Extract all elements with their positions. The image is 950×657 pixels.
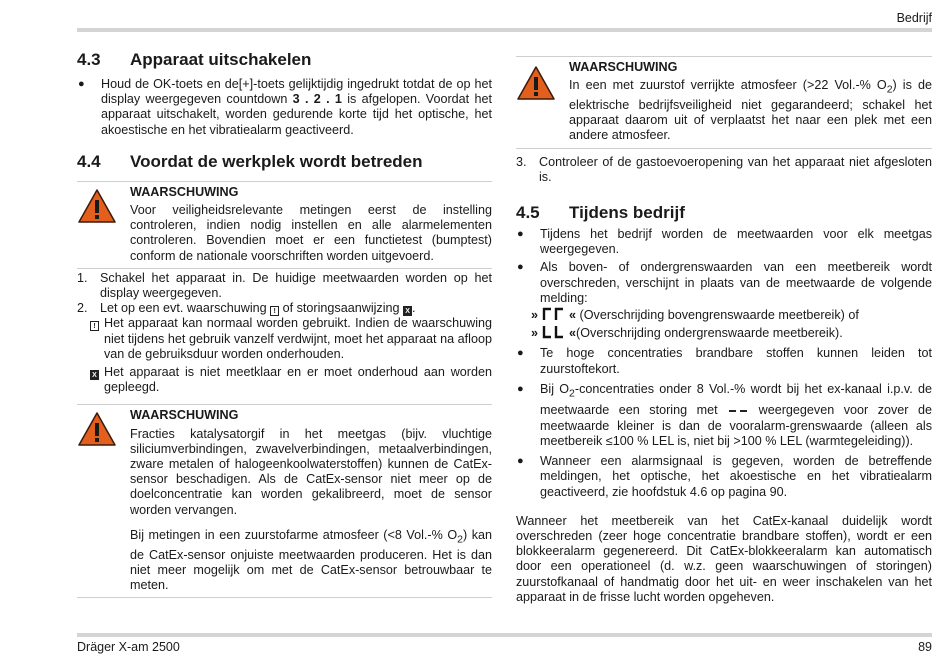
bullet-icon: ● [517, 382, 524, 395]
over-range-item: » « (Overschrijding bovengrenswaarde meetbereik) of [531, 307, 859, 322]
list-item: ● Houd de OK-toets en de[+]-toets gelijktijdig ingedrukt totdat de op het display weergegeven countdown 3 . 2 . 1 is afgelopen. Voordat het apparaat uitschakelt, worden gedurende korte tijd het optische, het akoestische en het vibratiealarm geactiveerd. [78, 77, 492, 137]
warning-indicator-icon: ! [90, 321, 99, 331]
step-3: 3. Controleer of de gastoevoeropening van het apparaat niet afgesloten is. [516, 154, 932, 184]
right-column [516, 50, 932, 605]
bullet-icon: ● [517, 347, 524, 360]
under-range-display-icon [542, 325, 566, 339]
warning-box: WAARSCHUWING In een met zuurstof verrijkte atmosfeer (>22 Vol.-% $O_2$) is de elektrische bedrijfsveiligheid niet gegarandeerd; schakel het apparaat daarom uit of verplaatst het naar een plek met een andere atmosfeer. [516, 56, 932, 149]
paragraph: Wanneer het meetbereik van het CatEx-kanaal duidelijk wordt overschreden (zeer hoge concentratie brandbare stoffen), wordt er een blokkeeralarm gegenereerd. Dit CatEx-blokkeeralarm kan automatisch door een operationeel (d. w.z. geen waarschuwingen of storingen) zuurstofkanaal of handmatig door het uit- en weer inschakelen van het apparaat in de frisse lucht worden opgeheven. [516, 513, 932, 604]
fault-indicator-icon: X [90, 370, 99, 380]
list-item: ● Bij $O_2$-concentraties onder 8 Vol.-% wordt bij het ex-kanaal i.p.v. de meetwaarde een storing met weergegeven voor zover de meetwaarde kleiner is dan de vooralarm-grenswaarde (alleen als meetbereik ≤100 % LEL is, niet bij >100 % LEL (warmtegeleiding)). [517, 381, 932, 448]
list-item: ● Als boven- of ondergrenswaarden van een meetbereik wordt overschreden, verschijnt in plaats van de meetwaarde de volgende melding: [517, 260, 932, 305]
header-rule [77, 28, 932, 32]
left-column [77, 50, 492, 598]
sub-item-fault: X Het apparaat is niet meetklaar en er moet onderhoud aan worden gepleegd. [90, 365, 492, 395]
step-2: 2. Let op een evt. waarschuwing ! of storingsaanwijzing X . [77, 301, 416, 316]
section-4-3-heading: 4.3 Apparaat uitschakelen [77, 50, 312, 69]
over-range-display-icon [542, 307, 566, 321]
under-range-item: » «(Overschrijding ondergrenswaarde meetbereik). [531, 326, 843, 341]
footer-rule [77, 633, 932, 637]
list-item: ● Wanneer een alarmsignaal is gegeven, worden de betreffende meldingen, het optische, het akoestische en het vibratiealarm geactiveerd, zie hoofdstuk 4.6 op pagina 90. [517, 454, 932, 499]
section-4-5-heading: 4.5 Tijdens bedrijf [516, 202, 685, 222]
warning-triangle-icon [516, 65, 556, 101]
bullet-icon: ● [517, 261, 524, 274]
bullet-icon: ● [517, 455, 524, 468]
warning-triangle-icon [77, 188, 117, 224]
warning-box: WAARSCHUWING Voor veiligheidsrelevante metingen eerst de instelling controleren, indien nodig instellen en alle alarmelementen controleren. Bovendien moet er een functietest (bumptest) conform de nationale voorschriften worden uitgevoerd. [77, 181, 492, 269]
bullet-icon: ● [517, 227, 524, 240]
header-section: Bedrijf [896, 11, 932, 25]
warning-box: WAARSCHUWING Fracties katalysatorgif in het meetgas (bijv. vluchtige siliciumverbindingen, zwavelverbindingen, metaalverbindingen, zware metalen of halogeenkoolwaterstoffen) kunnen de CatEx-sensor beschadigen. Als de CatEx-sensor niet meer op de doelconcentratie kan worden gekalibreerd, moet de sensor worden vervangen. Bij metingen in een zuurstofarme atmosfeer (<8 Vol.-% $O_2$) kan de CatEx-sensor onjuiste meetwaarden produceren. Het is dan niet meer mogelijk om met de CatEx-sensor betrouwbaar te meten. [77, 404, 492, 598]
warning-indicator-icon: ! [270, 306, 279, 316]
fault-indicator-icon: X [403, 306, 412, 316]
step-1: 1. Schakel het apparaat in. De huidige meetwaarden worden op het display weergegeven. [77, 270, 492, 301]
bullet-icon: ● [78, 78, 85, 90]
footer-product: Dräger X-am 2500 [77, 640, 180, 654]
list-item: ● Tijdens het bedrijf worden de meetwaarden voor elk meetgas weergegeven. [517, 226, 932, 257]
list-item: ● Te hoge concentraties brandbare stoffen kunnen leiden tot zuurstoftekort. [517, 346, 932, 376]
page-number: 89 [918, 640, 932, 654]
dash-display-icon [727, 401, 749, 416]
section-4-4-heading: 4.4 Voordat de werkplek wordt betreden [77, 151, 423, 171]
sub-item-warning: ! Het apparaat kan normaal worden gebruikt. Indien de waarschuwing niet tijdens het gebruik vanzelf verdwijnt, moet het apparaat na afloop van de gebruiksduur worden onderhouden. [90, 316, 492, 362]
warning-triangle-icon [77, 411, 117, 447]
